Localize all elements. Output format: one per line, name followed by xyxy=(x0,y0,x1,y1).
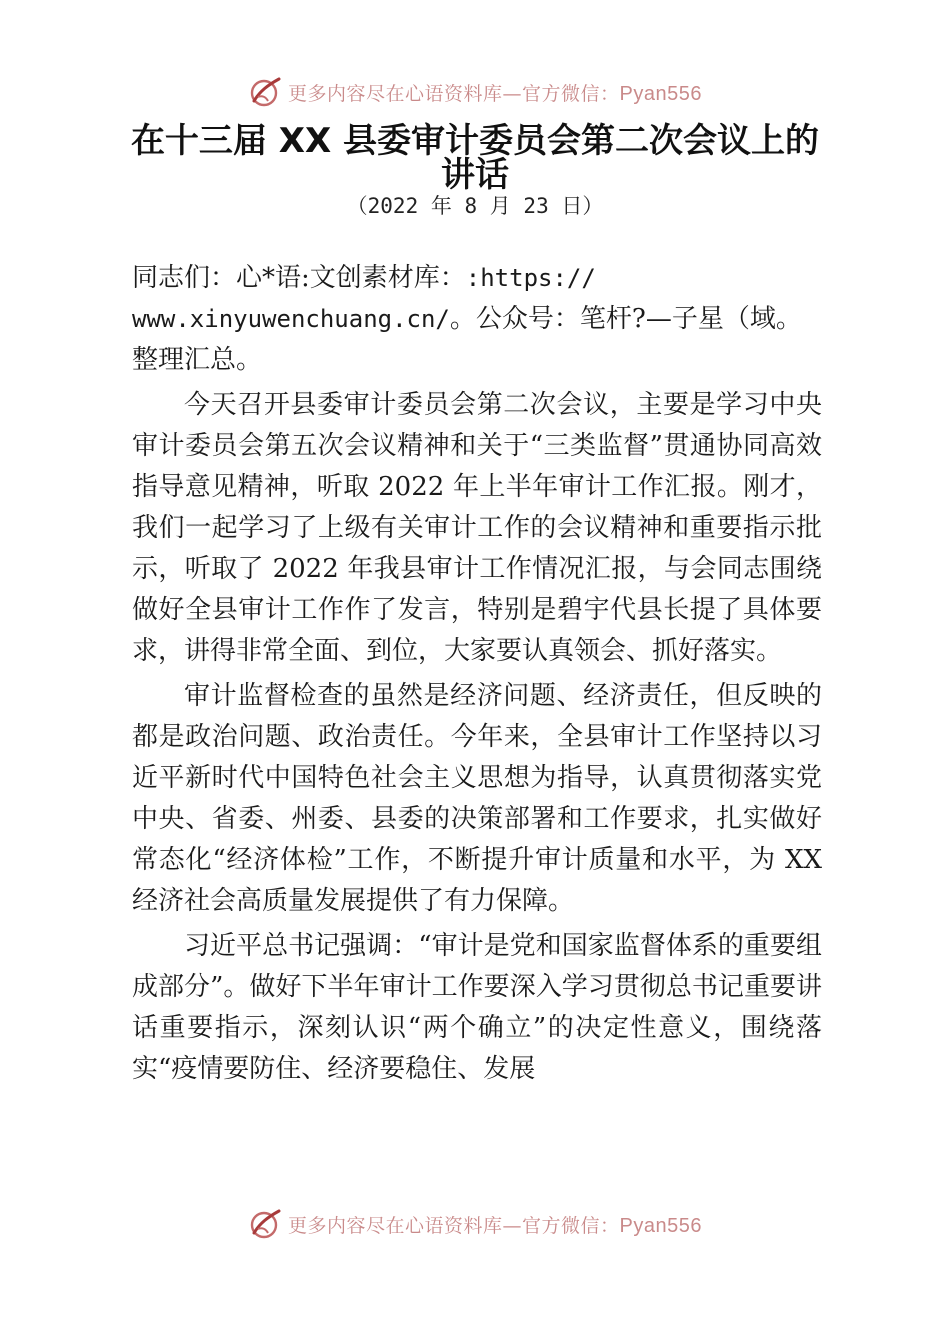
banner-text: 更多内容尽在心语资料库—官方微信：Pyan556 xyxy=(288,82,702,105)
document-date: （2022 年 8 月 23 日） xyxy=(346,194,604,218)
paragraph: 习近平总书记强调：“审计是党和国家监督体系的重要组成部分”。做好下半年审计工作要深入学习贯彻总书记重要讲话重要指示，深刻认识“两个确立”的决定性意义，围绕落实“疫情要防住、经济要稳住、发展 xyxy=(132,931,822,1084)
brush-logo-icon xyxy=(248,1207,282,1241)
brush-logo-icon xyxy=(248,75,282,109)
footer-watermark-banner xyxy=(0,1204,950,1244)
document-body xyxy=(132,258,822,1090)
salutation: 同志们：心*语:文创素材库：:https:// www.xinyuwenchuang.cn/。公众号：笔杆?—子星（域。 整理汇总。 xyxy=(132,263,802,375)
banner-text: 更多内容尽在心语资料库—官方微信：Pyan556 xyxy=(288,1214,702,1237)
document-title: 在十三届 XX 县委审计委员会第二次会议上的讲话 xyxy=(130,121,820,195)
header-watermark-banner xyxy=(0,72,950,112)
paragraph: 今天召开县委审计委员会第二次会议，主要是学习中央审计委员会第五次会议精神和关于“三类监督”贯通协同高效指导意见精神，听取 2022 年上半年审计工作汇报。刚才，我们一起学习了上级有关审计工作的会议精神和重要指示批示，听取了 2022 年我县审计工作情况汇报，与会同志围绕做好全县审计工作作了发言，特别是碧宇代县长提了具体要求，讲得非常全面、到位，大家要认真领会、抓好落实。 xyxy=(132,390,822,666)
paragraph: 审计监督检查的虽然是经济问题、经济责任，但反映的都是政治问题、政治责任。今年来，全县审计工作坚持以习近平新时代中国特色社会主义思想为指导，认真贯彻落实党中央、省委、州委、县委的决策部署和工作要求，扎实做好常态化“经济体检”工作，不断提升审计质量和水平，为 XX 经济社会高质量发展提供了有力保障。 xyxy=(132,681,822,916)
